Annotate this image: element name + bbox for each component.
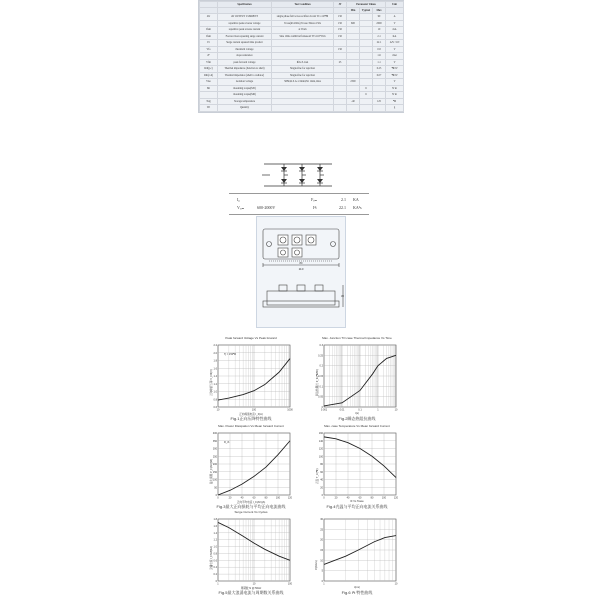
y-tick-label: 0: [321, 406, 323, 409]
chart-caption: Fig.4壳温与平均正向电流关系曲线: [326, 504, 388, 509]
chart-caption: Fig.1正向压降特性曲线: [230, 416, 272, 421]
x-tick-label: 100: [381, 496, 387, 500]
cell-max: 1.6: [373, 53, 386, 60]
cell-max: 10: [373, 27, 386, 34]
cell-unit: A: [386, 14, 404, 21]
spec-table: [198, 0, 404, 113]
y-tick-label: 1.4: [213, 531, 217, 535]
cell-unit: N·m: [386, 92, 404, 99]
x-tick-label: 100: [251, 408, 257, 412]
cell-typ: 6: [360, 92, 373, 99]
x-tick-label: 100: [287, 582, 293, 586]
x-tick-label: 1000: [287, 408, 293, 412]
table-row: [200, 105, 404, 112]
y-tick-label: 150: [212, 470, 217, 474]
y-tick-label: 300: [212, 447, 217, 451]
x-tick-label: 100: [275, 496, 281, 500]
y-tick-label: 60: [320, 470, 323, 474]
cell-min: 600: [347, 20, 360, 27]
cell-sym: Mt: [200, 85, 218, 92]
y-tick-label: 0: [321, 580, 323, 583]
cell-cond: Tcase(R=20ms) Tcase=Tmax=150s: [272, 20, 334, 27]
y-tick-label: 1.6: [213, 524, 217, 528]
cell-max: 90: [373, 14, 386, 21]
chart-title: Surge Current Vs Cycles: [234, 510, 268, 514]
y-tick-label: 140: [318, 439, 323, 443]
cell-sym: Vfm: [200, 59, 218, 66]
y-tick-label: 0: [321, 494, 323, 497]
cell-cond: Sine 10ms width half sinusoid TV=0.6*Vrm: [272, 33, 334, 40]
header-min: Min: [347, 8, 360, 14]
y-tick-label: 40: [320, 478, 323, 482]
y-axis-label: 浪涌电流 I_FSM(KA): [210, 546, 213, 570]
module-outline-drawing: [257, 217, 345, 327]
y-tick-label: 1.4: [213, 375, 217, 378]
x-axis-label: t(ms): [354, 586, 360, 589]
chart-title: Max. case Temperature Vs Mean forward Current: [324, 424, 390, 428]
x-axis-label: IF Vs Tcase: [350, 500, 364, 503]
y-tick-label: 400: [212, 432, 217, 435]
x-tick-label: 0.1: [358, 408, 362, 412]
chart-plot: [312, 427, 402, 501]
cell-cond: Single-fine for rejection: [272, 66, 334, 73]
chart-annotation: R_th: [224, 441, 230, 444]
drawing-inner-dim: 80: [299, 262, 303, 265]
chart-annotation: Tj = 150℃: [224, 353, 236, 356]
y-tick-label: 30: [320, 518, 323, 521]
x-tick-label: 40: [346, 496, 350, 500]
x-axis-label: 正向峰值电流 I_F(A): [239, 413, 263, 416]
cell-spec: mounting torque(M6): [218, 92, 272, 99]
y-tick-label: 80: [320, 463, 323, 466]
cell-sym: Rth(j-c): [200, 66, 218, 73]
cell-max: 0.07: [373, 72, 386, 79]
x-tick-label: 10: [394, 582, 398, 586]
cell-typ: [360, 105, 373, 112]
cell-max: 2000: [373, 20, 386, 27]
cell-unit: V: [386, 59, 404, 66]
cell-max: 2.1: [373, 33, 386, 40]
y-tick-label: 0: [215, 580, 217, 583]
ifsm-unit: KA: [353, 197, 359, 202]
cell-unit: mA: [386, 27, 404, 34]
x-tick-label: 10: [252, 582, 256, 586]
cell-spec: AV OUTPUT CURRENT: [218, 14, 272, 21]
y-tick-label: 1.8: [213, 518, 217, 521]
ifsm-value: 2.1: [341, 197, 346, 202]
y-tick-label: 0.2: [213, 573, 217, 577]
cell-unit: V: [386, 46, 404, 53]
cell-spec: Quantity: [218, 105, 272, 112]
y-tick-label: 1.2: [213, 538, 217, 542]
i2t-value: 22.1: [339, 205, 346, 210]
cell-cond: Ifm=3.14A: [272, 59, 334, 66]
y-tick-label: 0.1: [319, 385, 323, 389]
cell-spec: isolation voltage: [218, 79, 272, 86]
cell-sym: I²t: [200, 40, 218, 47]
cell-unit: V: [386, 20, 404, 27]
y-axis-label: 瞬态热阻抗 Z_th(℃/W): [316, 369, 319, 396]
y-tick-label: 5: [321, 569, 323, 573]
ratings-box: [229, 193, 369, 215]
chart-1: [206, 336, 296, 422]
cell-max: 0.25: [373, 66, 386, 73]
y-tick-label: 1.0: [213, 545, 217, 549]
y-tick-label: 0.3: [319, 344, 323, 347]
drawing-width-dim: 110: [298, 267, 304, 271]
cell-tj: 150: [334, 46, 347, 53]
y-tick-label: 0.8: [213, 398, 217, 402]
x-tick-label: 0.01: [339, 408, 345, 412]
y-tick-label: 10: [320, 559, 323, 563]
spec-table-body: [200, 14, 404, 112]
cell-spec: Storage temperature: [218, 98, 272, 105]
cell-unit: ℃/W: [386, 72, 404, 79]
x-tick-label: 1: [377, 408, 379, 412]
cell-sym: Ifsm: [200, 27, 218, 34]
y-axis-label: I²t(KA²s): [315, 560, 318, 570]
header-max: Max: [373, 8, 386, 14]
y-tick-label: 100: [318, 455, 323, 459]
chart-4: [312, 424, 402, 510]
mechanical-drawing: [256, 216, 346, 328]
x-tick-label: 40: [240, 496, 244, 500]
chart-3: [206, 424, 296, 510]
cell-sym: rF: [200, 53, 218, 60]
x-tick-label: 120: [287, 496, 293, 500]
chart-caption: Fig.2瞬态热阻抗曲线: [338, 416, 376, 421]
chart-plot: [206, 339, 296, 413]
y-tick-label: 100: [212, 478, 217, 482]
cell-spec: repetitive peak reverse voltage: [218, 20, 272, 27]
cell-spec: threshold voltage: [218, 46, 272, 53]
cell-unit: ℃: [386, 98, 404, 105]
cell-sym: Viso: [200, 79, 218, 86]
cell-tj: 25: [334, 59, 347, 66]
vrrm-label: Vᵣᵣₘ: [237, 205, 245, 210]
x-tick-label: 1: [323, 582, 325, 586]
x-tick-label: 0: [323, 496, 325, 500]
cell-tj: 150: [334, 33, 347, 40]
y-tick-label: 15: [320, 549, 323, 552]
y-tick-label: 50: [214, 486, 217, 490]
bridge-circuit-diagram: [262, 160, 338, 190]
cell-unit: g: [386, 105, 404, 112]
x-tick-label: 0: [217, 496, 219, 500]
cell-max: 1.1: [373, 59, 386, 66]
header-unit: Unit: [386, 2, 404, 8]
chart-plot: [312, 339, 402, 413]
cell-sym: Vfo: [200, 46, 218, 53]
chart-2: [312, 336, 402, 422]
y-tick-label: 1.2: [213, 382, 217, 386]
y-tick-label: 1.0: [213, 390, 217, 394]
y-tick-label: 0.05: [318, 395, 323, 399]
cell-spec: peak forward voltage: [218, 59, 272, 66]
cell-spec: mounting torque(M5): [218, 85, 272, 92]
x-tick-label: 60: [358, 496, 362, 500]
chart-plot: [206, 513, 296, 587]
cell-cond: 50Hz,R.S.G.1-5min,Ext 1min,1mA: [272, 79, 334, 86]
chart-title: Max. Junction TO case Thermal Impedance Vs Time: [322, 336, 392, 340]
y-axis-label: 最大损耗 P_F(AV)(W): [210, 458, 213, 484]
cell-spec: repetitive peak reverse current: [218, 27, 272, 34]
y-tick-label: 0.25: [318, 354, 323, 358]
y-tick-label: 20: [320, 538, 323, 542]
y-tick-label: 350: [212, 439, 217, 443]
header-typical: Typical: [360, 8, 373, 14]
cell-tj: 150: [334, 14, 347, 21]
cell-sym: AV: [200, 14, 218, 21]
cell-cond: [272, 105, 334, 112]
ifsm-label: Iᶠₛₘ: [311, 197, 318, 202]
x-axis-label: 周期数 N @ 50Hz: [240, 587, 262, 590]
x-tick-label: 0.001: [320, 408, 328, 412]
chart-plot: [206, 427, 296, 501]
cell-unit: N·m: [386, 85, 404, 92]
i2t-unit: KA²s: [353, 205, 362, 210]
cell-max: 125: [373, 98, 386, 105]
header-test-condition: Test Condition: [272, 2, 334, 8]
y-tick-label: 160: [318, 432, 323, 435]
y-tick-label: 0: [215, 494, 217, 497]
cell-sym: Wt: [200, 105, 218, 112]
x-tick-label: 20: [228, 496, 232, 500]
cell-min: [347, 105, 360, 112]
cell-max: 0.8: [373, 46, 386, 53]
header-tj: JT: [334, 2, 347, 8]
cell-spec: Thermal impedance (Junction to shell): [218, 66, 272, 73]
y-tick-label: 0.2: [319, 364, 323, 368]
x-tick-label: 80: [370, 496, 374, 500]
y-tick-label: 0.8: [213, 552, 217, 556]
cell-unit: A²S ×10³: [386, 40, 404, 47]
y-tick-label: 200: [212, 463, 217, 466]
y-tick-label: 20: [320, 486, 323, 490]
cell-spec: Surge current squared time product: [218, 40, 272, 47]
x-axis-label: t(s): [355, 412, 359, 415]
chart-6: [312, 510, 402, 596]
x-tick-label: 10: [216, 408, 220, 412]
chart-caption: Fig.5最大浪涌电流与周期数关系曲线: [218, 590, 284, 595]
y-tick-label: 1.8: [213, 359, 217, 363]
y-tick-label: 0.15: [318, 375, 323, 378]
cell-spec: Thermal impedance (shell to radiator): [218, 72, 272, 79]
header-parameter-values: Parameter Values: [347, 2, 386, 8]
cell-unit: ℃/W: [386, 66, 404, 73]
io-label: I₀: [237, 197, 240, 202]
chart-plot: [312, 513, 402, 587]
cell-cond: Single-fine for rejection: [272, 72, 334, 79]
cell-tj: 150: [334, 20, 347, 27]
y-axis-label: 正向峰值压降 V_FM(V): [210, 369, 213, 396]
cell-min: 2500: [347, 79, 360, 86]
cell-unit: KA: [386, 33, 404, 40]
drawing-height-dim: 30: [341, 295, 344, 298]
y-tick-label: 120: [318, 447, 323, 451]
y-tick-label: 0.6: [213, 559, 217, 563]
x-tick-label: 80: [264, 496, 268, 500]
cell-tj: [334, 105, 347, 112]
cell-spec: slope resistance: [218, 53, 272, 60]
chart-caption: Fig.3最大正向损耗与平均正向电流曲线: [216, 504, 286, 509]
x-tick-label: 120: [393, 496, 399, 500]
x-tick-label: 60: [252, 496, 256, 500]
x-tick-label: 10: [394, 408, 398, 412]
cell-unit: V: [386, 79, 404, 86]
x-tick-label: 1: [217, 582, 219, 586]
i2t-label: I²t: [313, 205, 317, 210]
chart-caption: Fig.6 I²t 特性曲线: [341, 590, 373, 595]
header-specification: Specification: [218, 2, 272, 8]
y-tick-label: 2.2: [213, 344, 217, 347]
cell-unit: mΩ: [386, 53, 404, 60]
cell-sym: Ifsm: [200, 33, 218, 40]
cell-min: -40: [347, 98, 360, 105]
cell-max: [373, 105, 386, 112]
chart-5: [206, 510, 296, 596]
cell-cond: single phase full wave rectifier circuit TC=125℃: [272, 14, 334, 21]
vrrm-value: 600-2000V: [257, 205, 276, 210]
y-tick-label: 250: [212, 455, 217, 459]
y-tick-label: 0.4: [213, 566, 217, 570]
cell-sym: Rth(c-h): [200, 72, 218, 79]
cell-tj: 150: [334, 27, 347, 34]
x-axis-label: 正向平均电流 I_F(AV)(A): [236, 501, 266, 504]
y-tick-label: 1.6: [213, 367, 217, 371]
chart-title: Max. Power Dissipation Vs Mean forward Current: [218, 424, 284, 428]
cell-cond: at Vrsm: [272, 27, 334, 34]
y-tick-label: 2.0: [213, 351, 217, 355]
cell-typ: 6: [360, 85, 373, 92]
y-axis-label: 壳温 T_C(℃): [316, 468, 319, 484]
x-tick-label: 20: [334, 496, 338, 500]
y-tick-label: 25: [320, 528, 323, 532]
y-tick-label: 0.6: [213, 406, 217, 409]
cell-max: 22.1: [373, 40, 386, 47]
chart-title: Peak forward Voltage Vs Peak forward: [225, 336, 277, 340]
cell-spec: Forward non repeating surge current: [218, 33, 272, 40]
cell-sym: Tstg: [200, 98, 218, 105]
